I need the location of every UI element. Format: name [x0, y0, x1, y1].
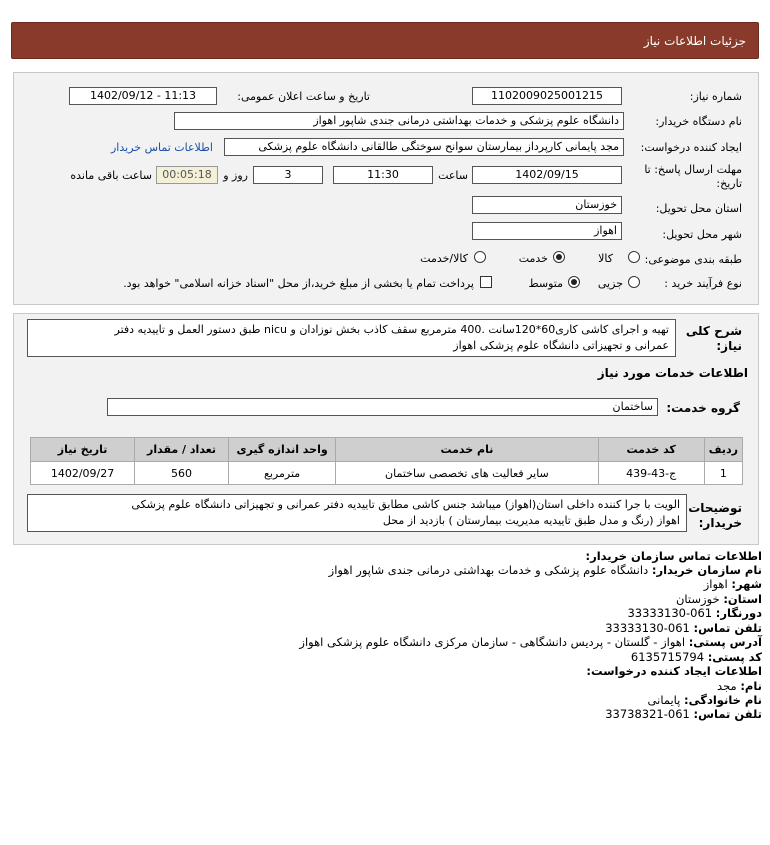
category-option-goods-service: کالا/خدمت [420, 252, 468, 265]
service-code: ج-43-439 [598, 462, 704, 485]
contact-address: آدرس پستی: اهواز - گلستان - پردیس دانشگاهی - سازمان مرکزی دانشگاه علوم پزشکی اهواز [299, 635, 762, 649]
creator-label: ایجاد کننده درخواست: [640, 141, 742, 154]
announce-field: 1402/09/12 - 11:13 [69, 87, 217, 105]
services-table [30, 437, 743, 485]
col-name-header: نام خدمت [336, 438, 598, 462]
category-option-service: خدمت [518, 252, 548, 265]
summary-label: شرح کلی [685, 324, 742, 338]
col-code-header: کد خدمت [598, 438, 704, 462]
creator-name: نام: مجد [717, 679, 762, 693]
deadline-time-label: ساعت [438, 169, 468, 182]
category-radio-goods[interactable] [628, 251, 640, 263]
col-qty-header: تعداد / مقدار [135, 438, 229, 462]
service-name: سایر فعالیت های تخصصی ساختمان [336, 462, 598, 485]
unit-of-measure: مترمربع [228, 462, 335, 485]
contact-postal-code: کد پستی: 6135715794 [630, 650, 762, 664]
contact-title: اطلاعات تماس سازمان خریدار: [585, 549, 762, 563]
category-radio-goods-service[interactable] [474, 251, 486, 263]
treasury-payment-text: پرداخت تمام یا بخشی از مبلغ خرید،از محل "اسناد خزانه اسلامی" خواهد بود. [123, 277, 474, 290]
process-option-medium: متوسط [528, 277, 563, 290]
process-radio-medium[interactable] [568, 276, 580, 288]
service-group-label: گروه خدمت: [666, 401, 740, 415]
contact-phone: تلفن تماس: 061-33333130 [605, 621, 762, 635]
province-field: خوزستان [472, 196, 622, 214]
category-label: طبقه بندی موضوعی: [644, 253, 742, 266]
days-label: روز و [223, 169, 248, 182]
category-option-goods: کالا [598, 252, 613, 265]
city-label: شهر محل تحویل: [662, 228, 742, 241]
page-title: جزئیات اطلاعات نیاز [643, 34, 746, 48]
services-section-title: اطلاعات خدمات مورد نیاز [597, 366, 748, 380]
process-label: نوع فرآیند خرید : [664, 277, 742, 290]
category-radio-service[interactable] [553, 251, 565, 263]
deadline-label: مهلت ارسال پاسخ: تا [644, 163, 742, 176]
notes-line-1: الویت با جرا کننده داخلی استان(اهواز) میباشد جنس کاشی مطابق تاییدیه دفتر عمرانی و تجهیزاتی دانشگاه علوم پزشکی [131, 498, 680, 511]
summary-label-need: نیاز: [716, 339, 742, 353]
creator-info-title: اطلاعات ایجاد کننده درخواست: [586, 664, 762, 678]
summary-line-1: تهیه و اجرای کاشی کاری60*120سانت .400 مترمربع سقف کاذب بخش نوزادان و nicu طبق دستور العمل و تاییدیه دفتر [114, 323, 669, 336]
buyer-label: نام دستگاه خریدار: [655, 115, 742, 128]
col-unit-header: واحد اندازه گیری [228, 438, 335, 462]
days-field: 3 [253, 166, 323, 184]
remaining-timer: 00:05:18 [156, 166, 218, 184]
creator-family-name: نام خانوادگی: پایمانی [647, 693, 762, 707]
city-field: اهواز [472, 222, 622, 240]
table-row [31, 462, 743, 485]
process-option-minor: جزیی [597, 277, 623, 290]
need-info-panel [13, 72, 759, 305]
col-row-header: ردیف [704, 438, 742, 462]
quantity: 560 [135, 462, 229, 485]
contact-org: نام سازمان خریدار: دانشگاه علوم پزشکی و خدمات بهداشتی درمانی جندی شاپور اهواز [328, 563, 762, 577]
process-radio-minor[interactable] [628, 276, 640, 288]
treasury-payment-checkbox[interactable] [480, 276, 492, 288]
summary-textbox [27, 319, 676, 357]
need-number-label: شماره نیاز: [689, 90, 742, 103]
row-number: 1 [704, 462, 742, 485]
notes-label: توضیحات [688, 501, 742, 515]
service-group-field: ساختمان [107, 398, 658, 416]
buyer-contact-link[interactable]: اطلاعات تماس خریدار [111, 141, 213, 154]
contact-fax: دورنگار: 061-33333130 [627, 606, 762, 620]
announce-label: تاریخ و ساعت اعلان عمومی: [237, 90, 370, 103]
deadline-date-field: 1402/09/15 [472, 166, 622, 184]
deadline-time-field: 11:30 [333, 166, 433, 184]
creator-phone: تلفن تماس: 061-33738321 [605, 707, 762, 721]
contact-city: شهر: اهواز [703, 577, 762, 591]
deadline-label-date: تاریخ: [716, 177, 742, 190]
notes-textbox [27, 494, 687, 532]
page-header [11, 22, 759, 59]
col-date-header: تاریخ نیاز [31, 438, 135, 462]
buyer-field: دانشگاه علوم پزشکی و خدمات بهداشتی درمانی جندی شاپور اهواز [174, 112, 624, 130]
remaining-label: ساعت باقی مانده [70, 169, 152, 182]
need-date: 1402/09/27 [31, 462, 135, 485]
province-label: استان محل تحویل: [655, 202, 742, 215]
creator-field: مجد پایمانی کارپرداز بیمارستان سوانح سوختگی طالقانی دانشگاه علوم پزشکی [224, 138, 624, 156]
notes-label-buyer: خریدار: [698, 516, 742, 530]
need-number-field: 1102009025001215 [472, 87, 622, 105]
notes-line-2: اهواز (رنگ و مدل طبق تاییدیه مدیریت بیمارستان ) بازدید از محل [382, 514, 680, 527]
contact-province: استان: خوزستان [675, 592, 762, 606]
summary-line-2: عمرانی و تجهیزاتی دانشگاه علوم پزشکی اهواز [453, 339, 669, 352]
table-header-row [31, 438, 743, 462]
